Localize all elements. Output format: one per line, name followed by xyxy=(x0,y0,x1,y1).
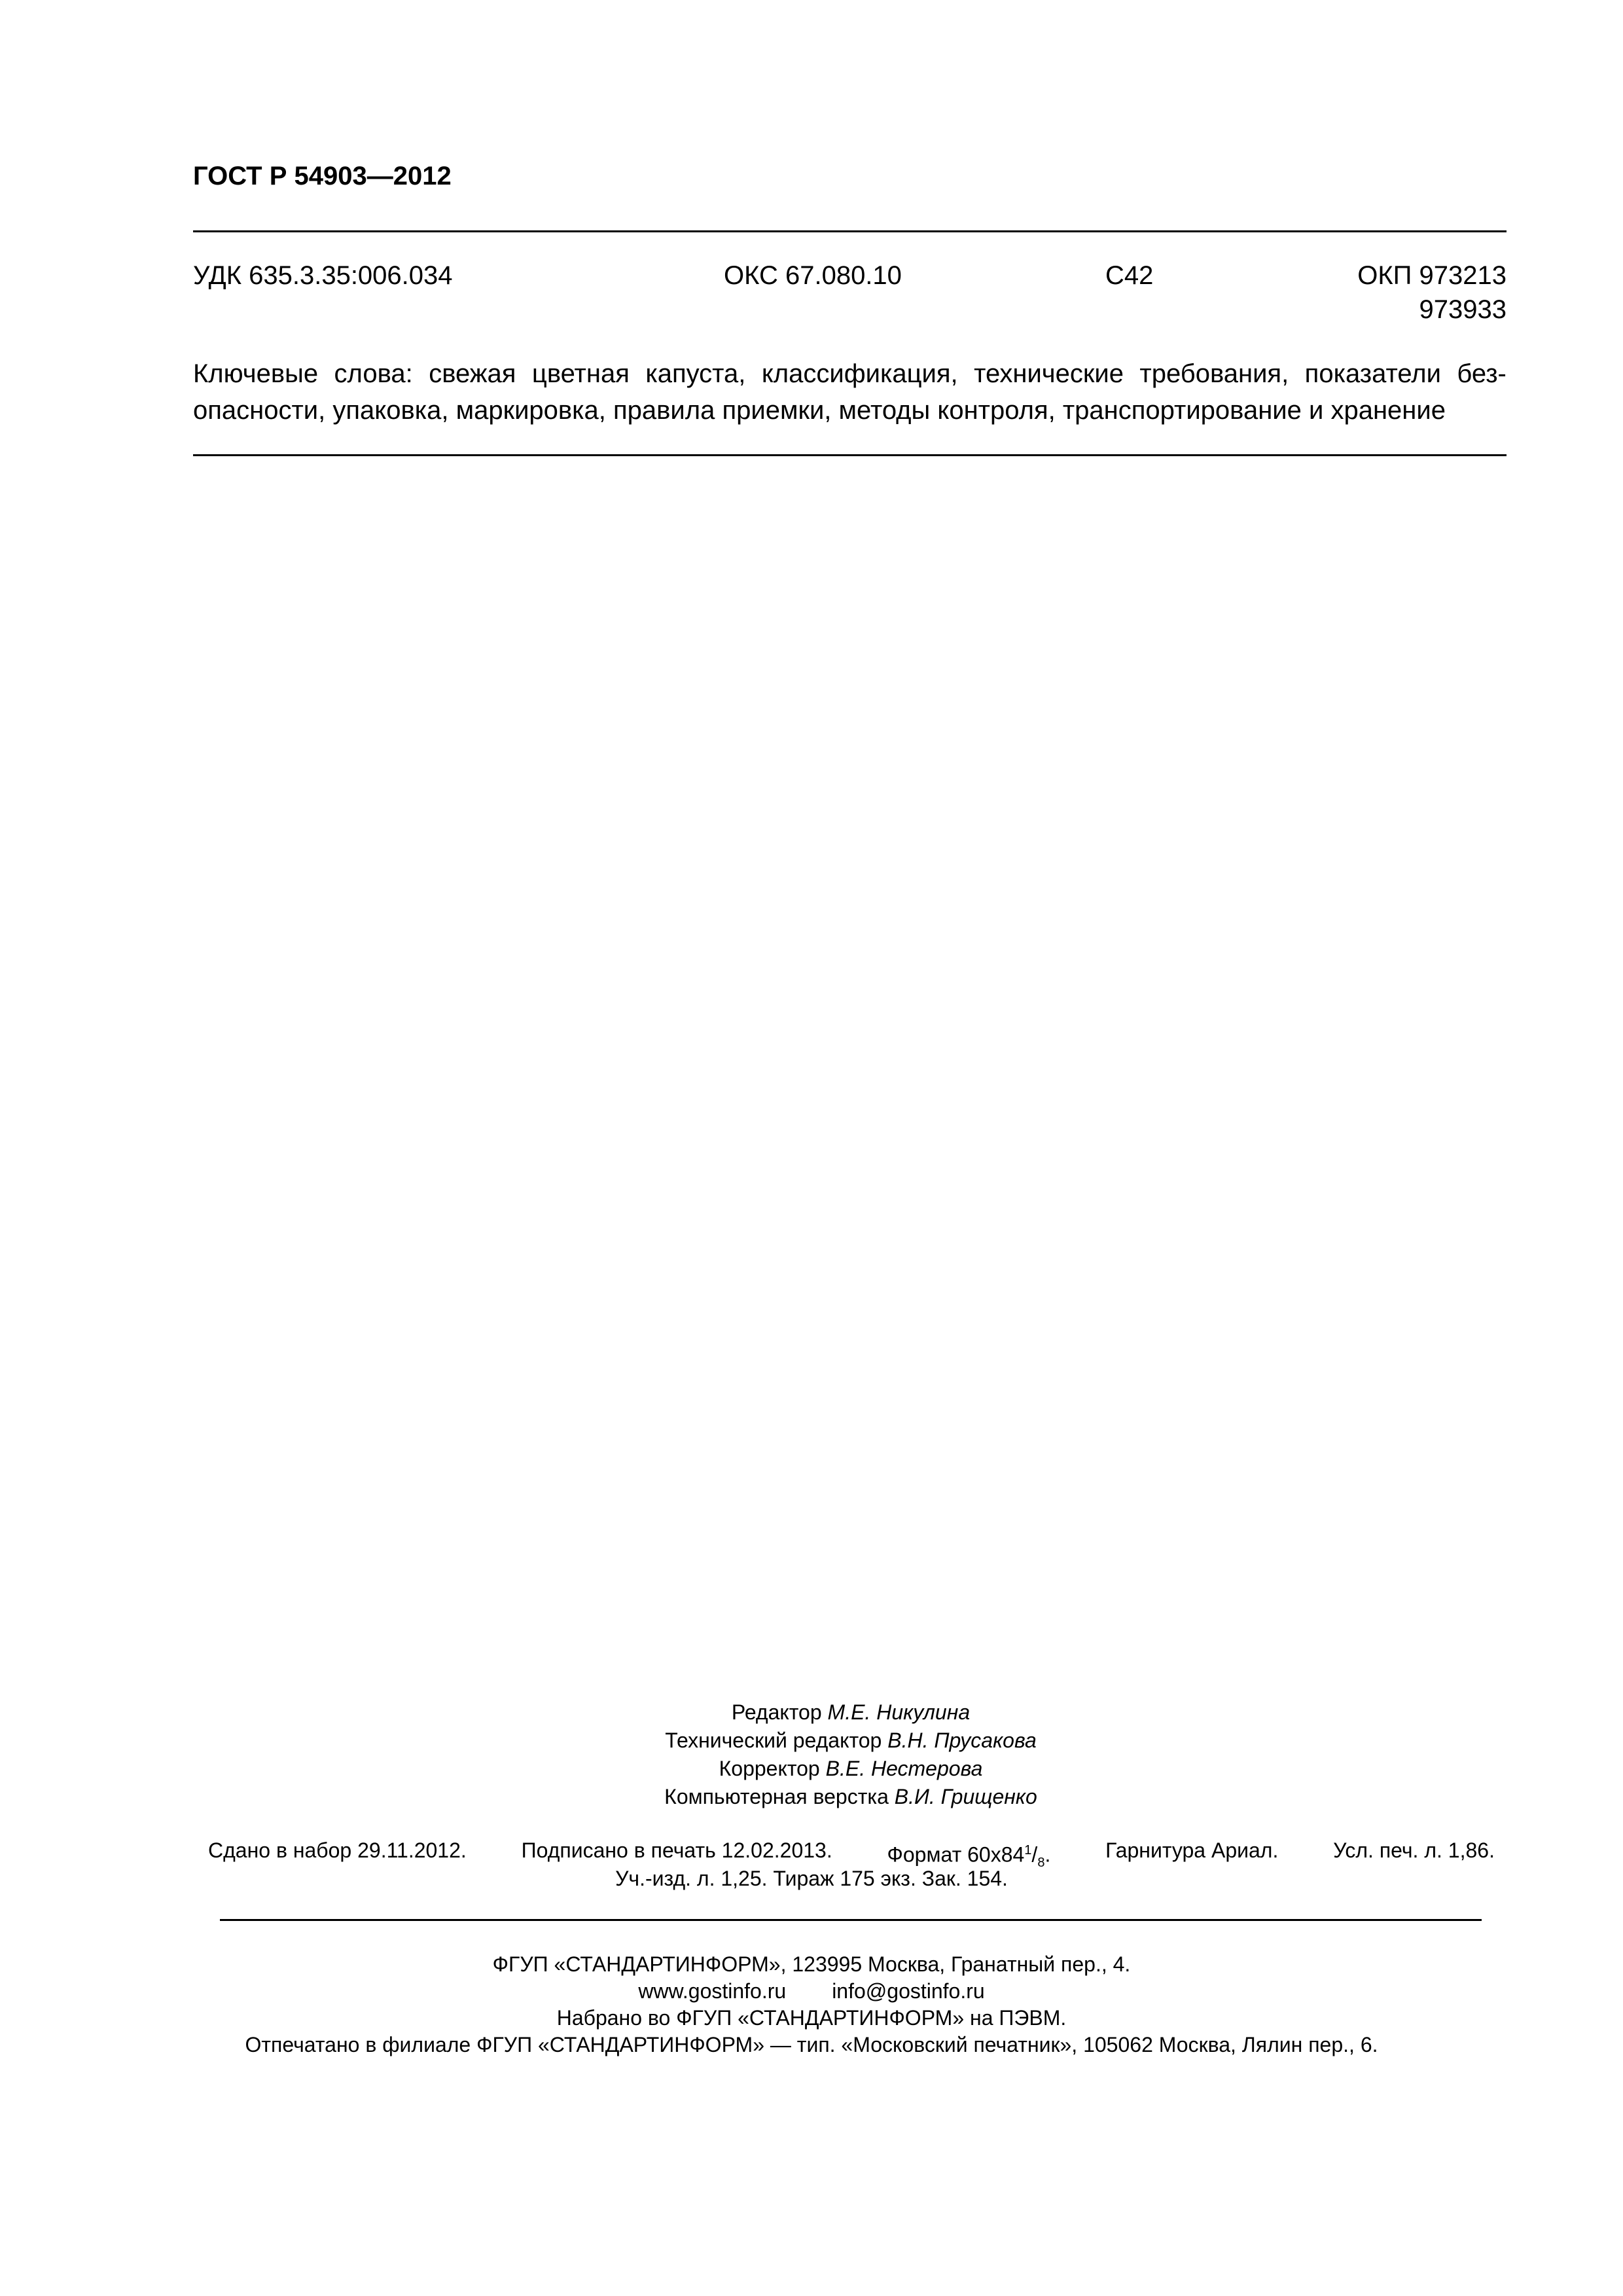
format-sep: / xyxy=(1031,1842,1038,1867)
keywords-block xyxy=(193,355,1507,429)
editor-name: М.Е. Никулина xyxy=(827,1700,971,1724)
oks-code: ОКС 67.080.10 xyxy=(724,261,902,290)
keyword-word: цветная xyxy=(531,359,630,388)
okp-code-second: 973933 xyxy=(1419,295,1507,324)
format-prefix: Формат 60x84 xyxy=(887,1842,1025,1867)
format-suffix: . xyxy=(1044,1842,1051,1867)
keyword-word: капуста, xyxy=(645,359,746,388)
keyword-word: показатели xyxy=(1304,359,1441,388)
udk-code: УДК 635.3.35:006.034 xyxy=(193,261,453,290)
group-code: С42 xyxy=(1105,261,1154,290)
publisher-block xyxy=(0,1951,1623,2058)
submitted-date: Сдано в набор 29.11.2012. xyxy=(208,1839,467,1862)
layout-name: В.И. Грищенко xyxy=(894,1785,1037,1808)
corrector-name: В.Е. Нестерова xyxy=(825,1757,983,1780)
imprint-line-2: Уч.-изд. л. 1,25. Тираж 175 экз. Зак. 154. xyxy=(615,1867,1008,1890)
tech-editor-role: Технический редактор xyxy=(665,1729,888,1752)
format-sup: 1 xyxy=(1024,1843,1032,1857)
typeface: Гарнитура Ариал. xyxy=(1105,1839,1279,1862)
publisher-contacts xyxy=(0,1978,1623,2005)
layout-credit xyxy=(393,1783,1309,1811)
layout-role: Компьютерная верстка xyxy=(664,1785,895,1808)
keyword-word: без- xyxy=(1457,359,1507,388)
publisher-website: www.gostinfo.ru xyxy=(638,1979,787,2003)
tech-editor-name: В.Н. Прусакова xyxy=(887,1729,1037,1752)
keywords-line-2: опасности, упаковка, маркировка, правила приемки, методы контроля, транспортирование и хранение xyxy=(193,396,1446,425)
okp-code: ОКП 973213 xyxy=(1357,261,1507,290)
keyword-word: свежая xyxy=(429,359,516,388)
keyword-word: классификация, xyxy=(761,359,958,388)
keywords-line-1 xyxy=(193,355,1507,392)
keyword-word: технические xyxy=(974,359,1124,388)
tech-editor-credit xyxy=(393,1727,1309,1755)
document-designation: ГОСТ Р 54903—2012 xyxy=(193,162,452,190)
keyword-word: требования, xyxy=(1139,359,1289,388)
corrector-role: Корректор xyxy=(719,1757,826,1780)
keyword-word: слова: xyxy=(334,359,413,388)
publisher-email: info@gostinfo.ru xyxy=(832,1979,985,2003)
signed-date: Подписано в печать 12.02.2013. xyxy=(521,1839,832,1862)
editor-credit xyxy=(393,1698,1309,1727)
typeset-note: Набрано во ФГУП «СТАНДАРТИНФОРМ» на ПЭВМ. xyxy=(556,2006,1067,2030)
printed-note: Отпечатано в филиале ФГУП «СТАНДАРТИНФОРМ» — тип. «Московский печатник», 105062 Москва, Лялин пер., 6. xyxy=(245,2033,1378,2056)
imprint-divider xyxy=(220,1919,1482,1921)
format-sub: 8 xyxy=(1037,1856,1045,1871)
keywords-divider xyxy=(193,454,1507,456)
keyword-word: Ключевые xyxy=(193,359,319,388)
editor-role: Редактор xyxy=(731,1700,828,1724)
print-sheets: Усл. печ. л. 1,86. xyxy=(1333,1839,1495,1862)
publisher-address: ФГУП «СТАНДАРТИНФОРМ», 123995 Москва, Гранатный пер., 4. xyxy=(492,1952,1131,1976)
top-divider xyxy=(193,230,1507,232)
credits-block xyxy=(393,1698,1309,1811)
corrector-credit xyxy=(393,1755,1309,1783)
